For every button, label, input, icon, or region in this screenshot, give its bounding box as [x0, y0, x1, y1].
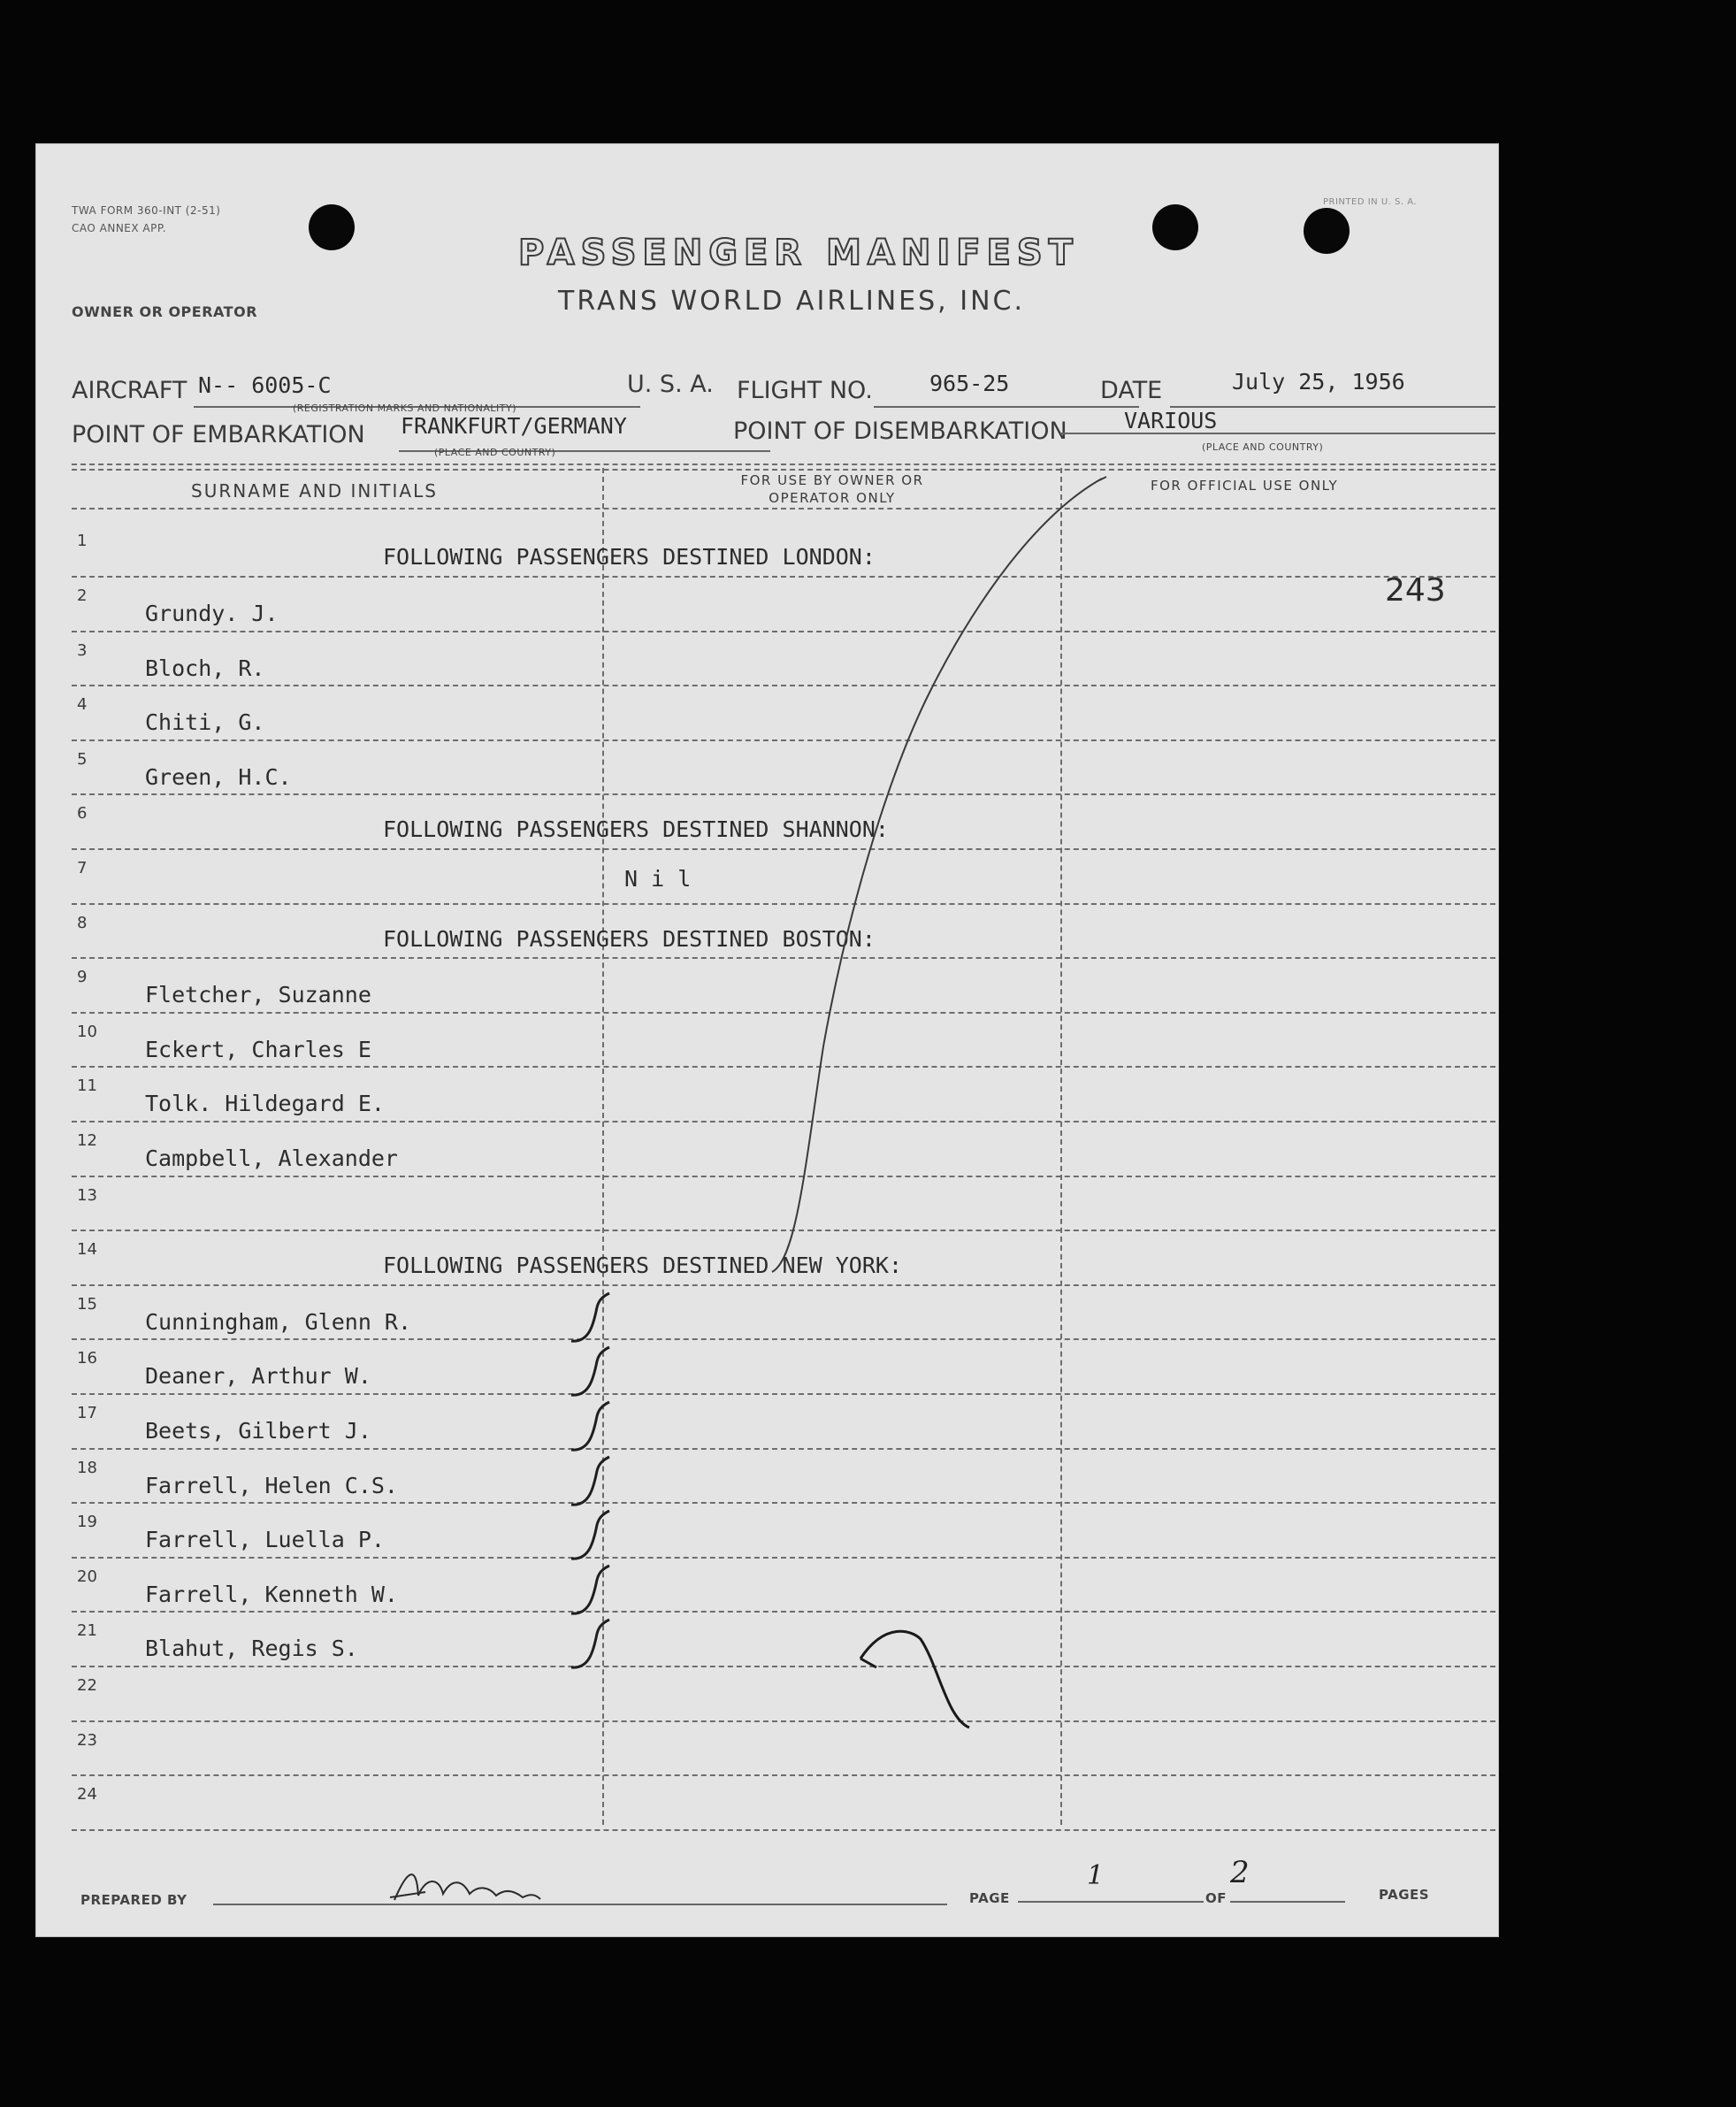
destination-heading: FOLLOWING PASSENGERS DESTINED NEW YORK:	[383, 1253, 902, 1279]
owner-operator-label: OWNER OR OPERATOR	[72, 303, 258, 320]
handwritten-bracket-stroke	[36, 144, 1498, 1936]
flight-label: FLIGHT NO.	[737, 377, 873, 404]
aircraft-value: N-- 6005-C	[198, 372, 332, 398]
official-use-column-header: FOR OFFICIAL USE ONLY	[1151, 478, 1339, 494]
passenger-name: Farrell, Luella P.	[145, 1527, 385, 1553]
passenger-name: Tolk. Hildegard E.	[145, 1091, 385, 1117]
row-number: 5	[77, 749, 88, 769]
passenger-name: Eckert, Charles E	[145, 1036, 371, 1062]
destination-heading: FOLLOWING PASSENGERS DESTINED BOSTON:	[383, 925, 876, 952]
preparer-signature	[390, 1860, 567, 1913]
row-number: 10	[77, 1022, 97, 1041]
row-number: 24	[77, 1785, 97, 1804]
passenger-name: Blahut, Regis S.	[145, 1636, 358, 1662]
row-number: 20	[77, 1567, 97, 1586]
passenger-name: Deaner, Arthur W.	[145, 1363, 371, 1390]
embarkation-sublabel: (PLACE AND COUNTRY)	[434, 447, 556, 458]
row-number: 17	[77, 1404, 97, 1422]
of-label: OF	[1205, 1890, 1227, 1906]
company-name: TRANS WORLD AIRLINES, INC.	[558, 286, 1026, 317]
row-number: 12	[77, 1131, 97, 1150]
disembarkation-value: VARIOUS	[1124, 408, 1218, 433]
row-number: 13	[77, 1185, 97, 1205]
row-number: 15	[77, 1294, 97, 1314]
row-number: 11	[77, 1076, 97, 1096]
passenger-name: Fletcher, Suzanne	[145, 982, 371, 1008]
manifest-sheet	[35, 143, 1499, 1937]
passenger-name: Bloch, R.	[145, 655, 265, 681]
destination-heading: FOLLOWING PASSENGERS DESTINED LONDON:	[383, 544, 876, 571]
passenger-name: Beets, Gilbert J.	[145, 1418, 371, 1444]
page-value: 1	[1087, 1860, 1105, 1891]
passenger-name: Campbell, Alexander	[145, 1145, 398, 1171]
form-number: TWA FORM 360-INT (2-51)	[72, 204, 221, 217]
row-number: 21	[77, 1621, 97, 1641]
owner-use-value: N i l	[624, 866, 692, 892]
embarkation-value: FRANKFURT/GERMANY	[401, 413, 627, 439]
cab-approval: CAO ANNEX APP.	[72, 222, 167, 234]
owner-use-column-header: FOR USE BY OWNER OR OPERATOR ONLY	[740, 472, 924, 506]
aircraft-label: AIRCRAFT	[72, 377, 187, 404]
embarkation-label: POINT OF EMBARKATION	[72, 421, 365, 448]
row-number: 1	[77, 532, 88, 551]
date-value: July 25, 1956	[1232, 369, 1405, 395]
row-number: 23	[77, 1730, 97, 1750]
row-number: 16	[77, 1349, 97, 1368]
row-number: 14	[77, 1240, 97, 1260]
passenger-name: Green, H.C.	[145, 763, 292, 790]
row-number: 19	[77, 1513, 97, 1532]
passenger-name: Grundy. J.	[145, 601, 279, 626]
page-title: PASSENGER MANIFEST	[518, 233, 1079, 273]
page-label: PAGE	[969, 1890, 1010, 1906]
passenger-name: Chiti, G.	[145, 709, 265, 736]
prepared-by-label: PREPARED BY	[80, 1892, 187, 1908]
row-number: 2	[77, 586, 88, 605]
passenger-name: Cunningham, Glenn R.	[145, 1308, 412, 1335]
destination-heading: FOLLOWING PASSENGERS DESTINED SHANNON:	[383, 816, 889, 843]
disembarkation-label: POINT OF DISEMBARKATION	[733, 418, 1067, 445]
passenger-name: Farrell, Kenneth W.	[145, 1581, 398, 1607]
printed-in-usa: PRINTED IN U. S. A.	[1323, 197, 1418, 207]
surname-column-header: SURNAME AND INITIALS	[191, 480, 438, 502]
page-total-value: 2	[1230, 1855, 1250, 1890]
row-number: 18	[77, 1458, 97, 1477]
passenger-name: Farrell, Helen C.S.	[145, 1472, 398, 1498]
row-number: 8	[77, 913, 88, 932]
aircraft-sublabel: (REGISTRATION MARKS AND NATIONALITY)	[293, 402, 517, 414]
row-number: 4	[77, 695, 88, 715]
row-number: 6	[77, 804, 88, 824]
row-number: 22	[77, 1676, 97, 1695]
nationality-value: U. S. A.	[627, 371, 714, 398]
row-number: 3	[77, 640, 88, 660]
date-label: DATE	[1100, 377, 1163, 404]
official-note: 243	[1385, 572, 1446, 609]
row-number: 9	[77, 968, 88, 987]
disembarkation-sublabel: (PLACE AND COUNTRY)	[1202, 441, 1324, 453]
flight-value: 965-25	[929, 371, 1010, 396]
pages-label: PAGES	[1379, 1887, 1430, 1903]
row-number: 7	[77, 859, 88, 877]
